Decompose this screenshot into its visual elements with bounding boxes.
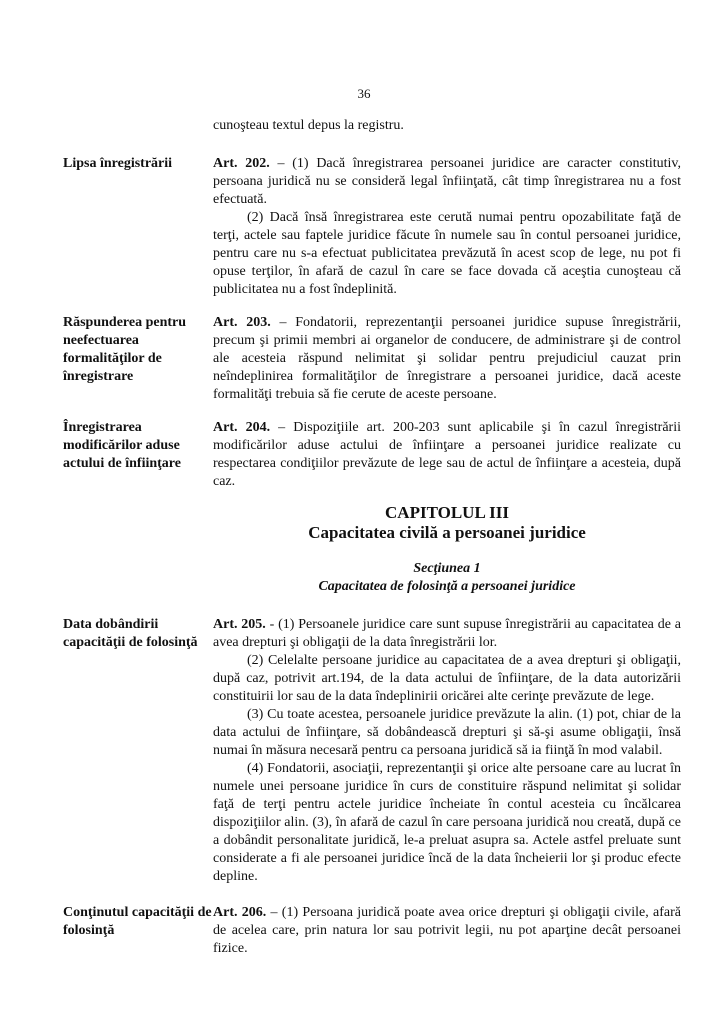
paragraph-text: - (1) Persoanele juridice care sunt supuse înregistrării au capacitatea de a avea drepturi şi obligaţii de la data înregistrării lor. [213, 617, 681, 650]
paragraph [213, 904, 681, 958]
paragraph: (2) Dacă însă înregistrarea este cerută numai pentru opozabilitate faţă de terţi, actele sau faptele juridice făcute în numele sau în contul persoanei juridice, pentru care nu s-a efectuat publicitatea prevăzută în acest scop de lege, nu pot fi opuse terţilor, în afară de cazul în care se face dovada că aceştia cunoşteau că publicitatea nu a fost îndeplinită. [213, 210, 681, 297]
intro-line: cunoşteau textul depus la registru. [213, 118, 404, 133]
paragraph [213, 616, 681, 652]
chapter-title: Capacitatea civilă a persoanei juridice [308, 523, 586, 542]
page-content [63, 117, 681, 958]
side-heading: Conţinutul capacităţii de folosinţă [63, 905, 212, 938]
article-body [213, 314, 681, 404]
paragraph-text: – Dispoziţiile art. 200-203 sunt aplicabile şi în cazul înregistrării modificărilor aduse actului de înfiinţare a persoanei juridice realizate cu respectarea condiţiilor prevăzute de lege sau de actul de înfiinţare a acesteia, după caz. [213, 420, 681, 489]
page-number: 36 [357, 86, 371, 101]
intro-text [213, 117, 681, 135]
article-body [213, 904, 681, 958]
side-heading-empty [63, 117, 213, 135]
article-205 [63, 616, 681, 886]
article-body [213, 419, 681, 491]
paragraph: (2) Celelalte persoane juridice au capacitatea de a avea drepturi şi obligaţii, după caz, potrivit art.194, de la data actului de înfiinţare, de la data autorizării constituirii lor sau de la data îndeplinirii oricărei alte cerinţe prevăzute de lege. [213, 653, 681, 704]
paragraph-text: – (1) Persoana juridică poate avea orice drepturi şi obligaţii civile, afară de acelea care, prin natura lor sau potrivit legii, nu pot aparţine decât persoanei fizice. [213, 905, 681, 956]
article-number: Art. 206. [213, 905, 267, 920]
article-206 [63, 904, 681, 958]
article-number: Art. 202. [213, 156, 270, 171]
chapter-label: CAPITOLUL III [385, 503, 509, 522]
paragraph-text: – Fondatorii, reprezentanţii persoanei juridice supuse înregistrării, precum şi primii membri ai organelor de conducere, de administrare şi de control ale acesteia răspund nelimitat şi solidar pentru prejudiciul cauzat prin neîndeplinirea formalităţilor de înregistrare a persoanei juridice, dacă aceste formalităţi trebuia să fie cerute de aceste persoane. [213, 315, 681, 402]
article-body [213, 155, 681, 299]
side-heading: Înregistrarea modificărilor aduse actului de înfiinţare [63, 420, 181, 471]
paragraph-text: – (1) Dacă înregistrarea persoanei juridice are caracter constitutiv, persoana juridică nu se consideră legal înfiinţată, cât timp înregistrarea nu a fost efectuată. [213, 156, 681, 207]
article-number: Art. 204. [213, 420, 271, 435]
chapter-heading [213, 503, 681, 543]
paragraph [213, 419, 681, 491]
article-body [213, 616, 681, 886]
article-number: Art. 203. [213, 315, 271, 330]
paragraph [213, 155, 681, 209]
section-title: Capacitatea de folosinţă a persoanei juridice [318, 579, 576, 594]
side-heading: Lipsa înregistrării [63, 156, 173, 171]
section-label: Secţiunea 1 [413, 561, 481, 576]
paragraph: (3) Cu toate acestea, persoanele juridice prevăzute la alin. (1) pot, chiar de la data actului de înfiinţare, să dobândească drepturi şi să-şi asume obligaţii, însă numai în măsura necesară pentru ca persoana juridică să ia fiinţă în mod valabil. [213, 707, 681, 758]
paragraph [213, 314, 681, 404]
section-heading [213, 560, 681, 596]
article-202 [63, 155, 681, 299]
article-203 [63, 314, 681, 404]
side-heading: Răspunderea pentru neefectuarea formalităţilor de înregistrare [63, 315, 187, 384]
article-204 [63, 419, 681, 491]
article-number: Art. 205. [213, 617, 266, 632]
side-heading: Data dobândirii capacităţii de folosinţă [63, 617, 198, 650]
paragraph: (4) Fondatorii, asociaţii, reprezentanţii şi orice alte persoane care au lucrat în numele unei persoane juridice în curs de constituire răspund nelimitat şi solidar faţă de terţi pentru actele juridice încheiate în contul acesteia cu încălcarea dispoziţiilor alin. (3), în afară de cazul în care persoana juridică nou creată, după ce a dobândit personalitate juridică, le-a preluat asupra sa. Actele astfel preluate sunt considerate a fi ale persoanei juridice încă de la data încheierii lor şi produc efecte depline. [213, 761, 681, 884]
intro-row [63, 117, 681, 135]
